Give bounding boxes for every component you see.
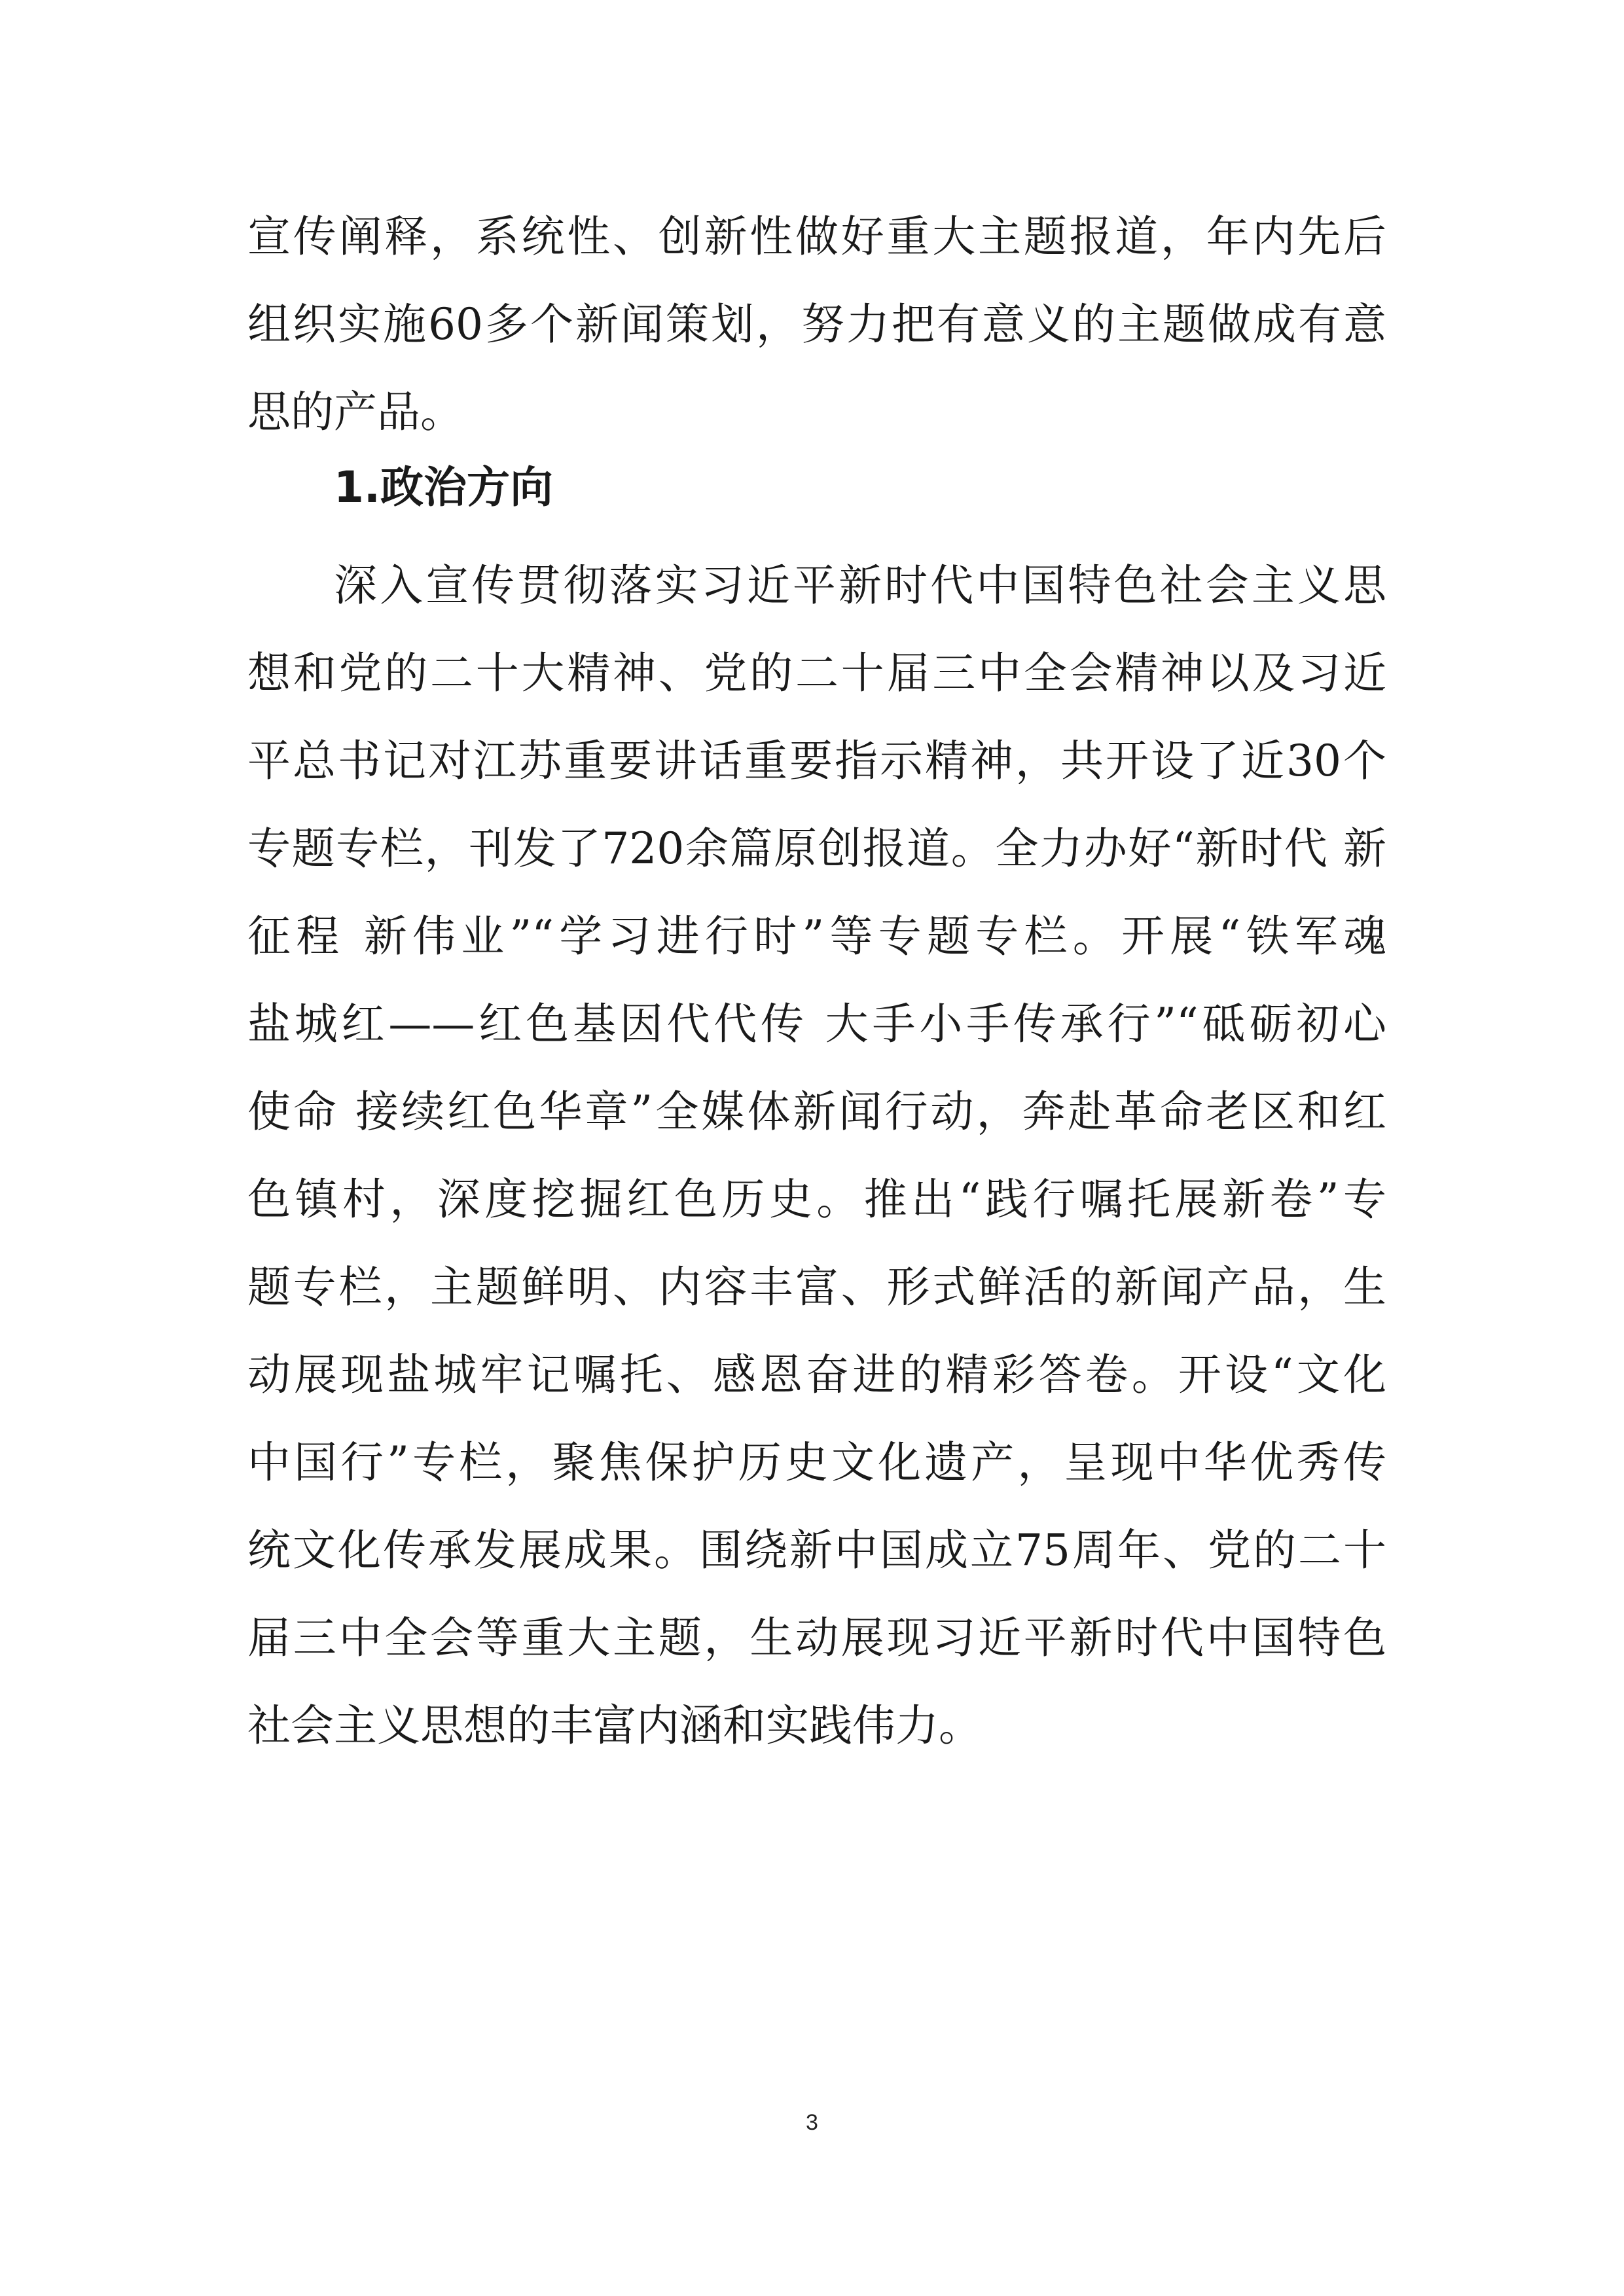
body-line-11: 中国行”专栏，聚焦保护历史文化遗产，呈现中华优秀传 [247, 1437, 1386, 1488]
body-line-9: 题专栏，主题鲜明、内容丰富、形式鲜活的新闻产品，生 [247, 1262, 1386, 1312]
body-line-12: 统文化传承发展成果。围绕新中国成立75周年、党的二十 [247, 1525, 1386, 1575]
intro-line-3: 思的产品。 [247, 387, 463, 437]
body-line-8: 色镇村，深度挖掘红色历史。推出“践行嘱托展新卷”专 [247, 1174, 1386, 1225]
body-line-13: 届三中全会等重大主题，生动展现习近平新时代中国特色 [247, 1613, 1386, 1663]
body-line-7: 使命 接续红色华章”全媒体新闻行动，奔赴革命老区和红 [247, 1086, 1386, 1137]
body-line-3: 平总书记对江苏重要讲话重要指示精神，共开设了近30个 [247, 736, 1386, 786]
body-line-5: 征程 新伟业”“学习进行时”等专题专栏。开展“铁军魂 [247, 911, 1386, 961]
body-line-2: 想和党的二十大精神、党的二十届三中全会精神以及习近 [247, 648, 1386, 698]
section-heading: 1.政治方向 [334, 462, 553, 512]
body-line-1: 深入宣传贯彻落实习近平新时代中国特色社会主义思 [334, 560, 1386, 611]
body-line-6: 盐城红——红色基因代代传 大手小手传承行”“砥砺初心 [247, 999, 1386, 1049]
body-line-4: 专题专栏，刊发了720余篇原创报道。全力办好“新时代 新 [247, 823, 1386, 874]
body-line-14: 社会主义思想的丰富内涵和实践伟力。 [247, 1700, 982, 1751]
intro-line-2: 组织实施60多个新闻策划，努力把有意义的主题做成有意 [247, 299, 1386, 350]
intro-line-1: 宣传阐释，系统性、创新性做好重大主题报道，年内先后 [247, 211, 1386, 262]
page-number: 3 [806, 2110, 818, 2135]
body-line-10: 动展现盐城牢记嘱托、感恩奋进的精彩答卷。开设“文化 [247, 1350, 1386, 1400]
